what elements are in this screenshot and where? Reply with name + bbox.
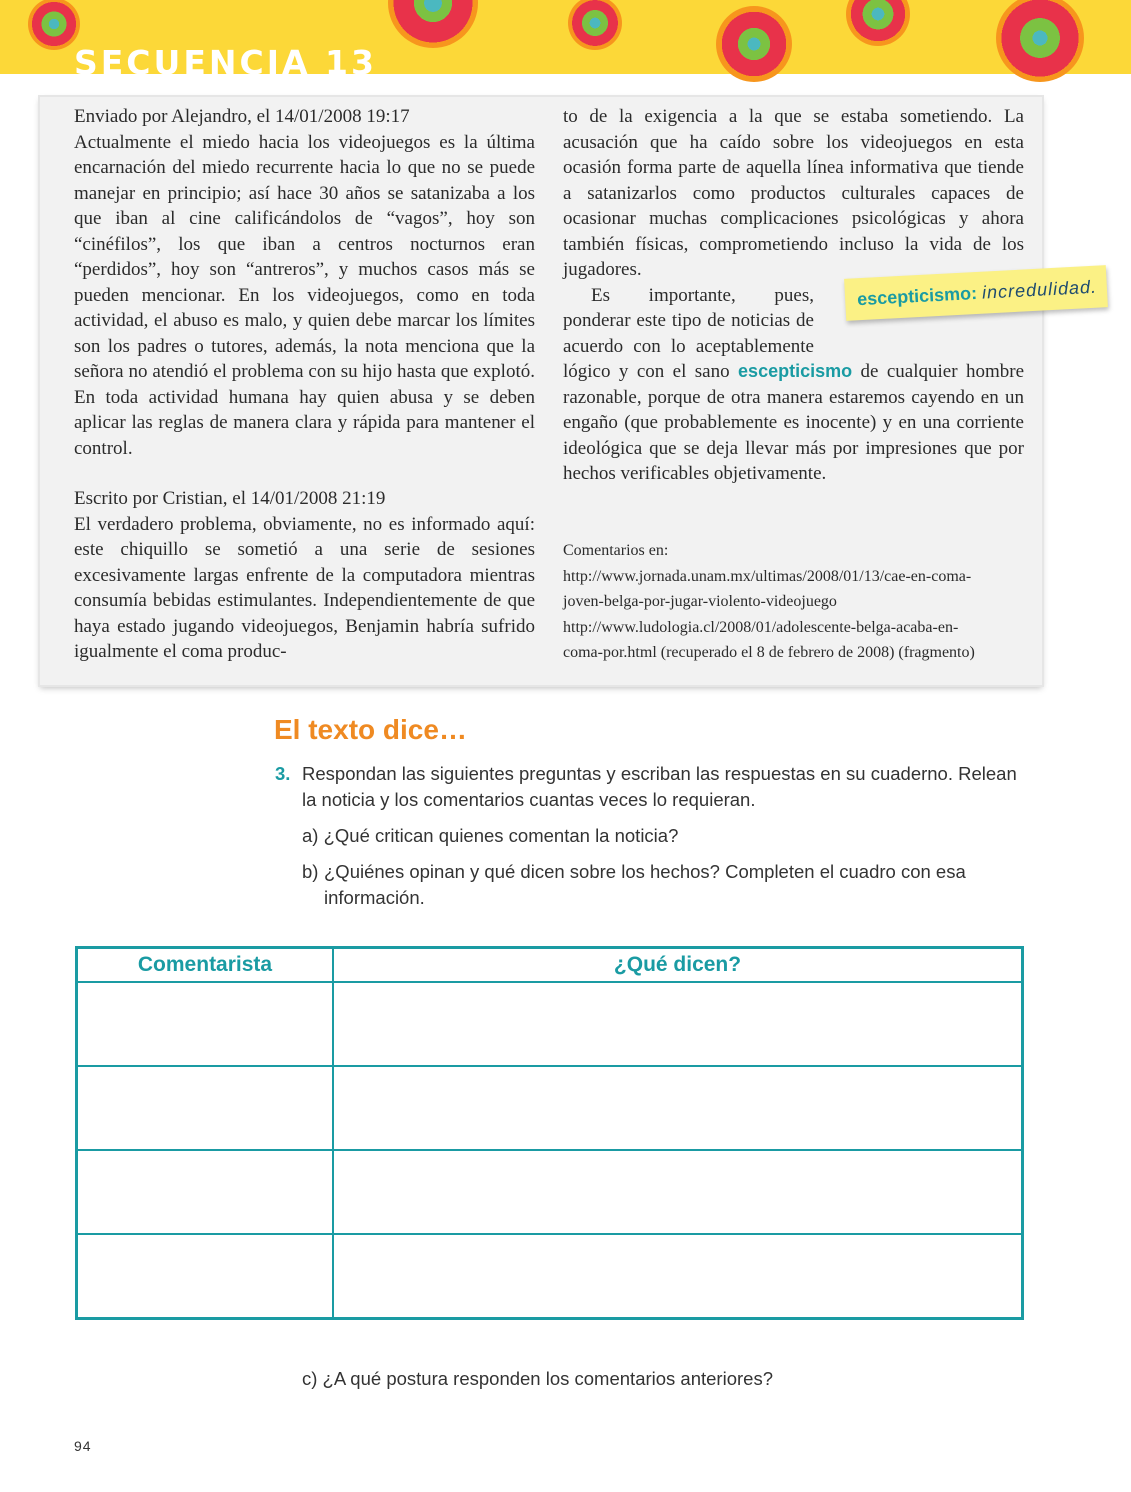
table-cell[interactable] bbox=[77, 1234, 334, 1319]
section-heading: El texto dice… bbox=[274, 714, 467, 745]
comment-text: to de la exigencia a la que se estaba sometiendo. La acusación que ha caído sobre los videojuegos en esta ocasión forma parte de aquella línea informativa que tiende a satanizarlos como productos culturales capaces de ocasionar muchas complicaciones psicológicas y ahora también físicas, comprometiendo incluso la vida de los jugadores. bbox=[563, 106, 1024, 280]
decorative-target-circle bbox=[846, 0, 910, 46]
question-text: ¿Quiénes opinan y qué dicen sobre los hechos? Completen el cuadro con esa información. bbox=[324, 861, 966, 908]
decorative-target-circle bbox=[716, 6, 792, 82]
comments-left-column bbox=[74, 104, 535, 665]
table-row bbox=[77, 982, 1023, 1066]
column-header-commentator: Comentarista bbox=[77, 948, 334, 983]
sources-block bbox=[563, 538, 1033, 666]
question-text: Respondan las siguientes preguntas y escriban las respuestas en su cuaderno. Relean la noticia y los comentarios cuantas veces lo requieran. bbox=[302, 763, 1017, 810]
table-row bbox=[77, 1150, 1023, 1234]
table-cell[interactable] bbox=[77, 982, 334, 1066]
question-number: 3. bbox=[275, 763, 291, 784]
comment-text: Actualmente el miedo hacia los videojuegos es la última encarnación del miedo recurrente hacia lo que no se puede manejar en principio; así hace 30 años se satanizaba a los que iban al cine calificándolos de “vagos”, hoy son “cinéfilos”, los que iban a centros nocturnos eran “perdidos”, hoy son “antreros”, y muchos casos más se pueden mencionar. En los videojuegos, como en toda actividad, el abuso es malo, y quien debe marcar los límites son los padres o tutores, además, la nota menciona que la señora no atendió el problema con su hijo hasta que explotó. En toda actividad humana hay quien abusa y se deben aplicar las reglas de manera clara y rápida para mantener el control. bbox=[74, 131, 535, 459]
comment-text: El verdadero problema, obviamente, no es informado aquí: este chiquillo se sometió a una serie de sesiones excesivamente largas enfrente de la computadora mientras consumía bebidas estimulantes. Independientemente de que haya estado jugando videojuegos, Benjamin habría sufrido igualmente el coma produc- bbox=[74, 513, 535, 662]
source-url: joven-belga-por-jugar-violento-videojuego bbox=[563, 593, 837, 610]
comment-meta: Escrito por Cristian, el 14/01/2008 21:19 bbox=[74, 488, 386, 509]
question-3 bbox=[275, 761, 1025, 813]
keyword-escepticismo: escepticismo bbox=[738, 361, 853, 381]
decorative-target-circle bbox=[388, 0, 478, 48]
source-url: http://www.jornada.unam.mx/ultimas/2008/01/13/cae-en-coma- bbox=[563, 567, 972, 585]
sources-label: Comentarios en: bbox=[563, 542, 669, 559]
glossary-term: escepticismo: bbox=[856, 282, 978, 310]
question-b bbox=[302, 859, 1024, 911]
decorative-target-circle bbox=[996, 0, 1084, 82]
decorative-target-circle bbox=[568, 0, 622, 50]
question-c: c) ¿A qué postura responden los comentarios anteriores? bbox=[302, 1368, 773, 1389]
table-cell[interactable] bbox=[333, 1066, 1023, 1150]
table-cell[interactable] bbox=[333, 1234, 1023, 1319]
table-cell[interactable] bbox=[333, 982, 1023, 1066]
column-header-what-they-say: ¿Qué dicen? bbox=[333, 948, 1023, 983]
table-header-row bbox=[77, 948, 1023, 983]
answer-table bbox=[75, 946, 1024, 1320]
table-cell[interactable] bbox=[77, 1066, 334, 1150]
table-row bbox=[77, 1234, 1023, 1319]
comment-text-part: de cualquier hombre razonable, porque de otra manera estaremos cayendo en un engaño (que probablemente es inocente) y en una corriente ideológica que se deja llevar más por impresiones que por hechos verificables objetivamente. bbox=[563, 361, 1025, 484]
sequence-title: SECUENCIA 13 bbox=[74, 43, 377, 74]
source-url: coma-por.html (recuperado el 8 de febrero de 2008) (fragmento) bbox=[563, 644, 975, 661]
table-cell[interactable] bbox=[77, 1150, 334, 1234]
comment-text-part: Es importante, pues, ponderar este tipo de noticias de acuerdo con lo aceptablemente lógico y con el sano bbox=[563, 284, 814, 382]
table-row bbox=[77, 1066, 1023, 1150]
glossary-definition: incredulidad. bbox=[981, 276, 1098, 303]
page-number: 94 bbox=[74, 1438, 92, 1454]
header-band bbox=[0, 0, 1131, 74]
table-cell[interactable] bbox=[333, 1150, 1023, 1234]
question-a: a) ¿Qué critican quienes comentan la noticia? bbox=[302, 825, 679, 846]
decorative-target-circle bbox=[28, 0, 80, 50]
source-url: http://www.ludologia.cl/2008/01/adolescente-belga-acaba-en- bbox=[563, 618, 959, 636]
comment-meta: Enviado por Alejandro, el 14/01/2008 19:17 bbox=[74, 106, 410, 127]
question-label: b) bbox=[302, 861, 319, 882]
